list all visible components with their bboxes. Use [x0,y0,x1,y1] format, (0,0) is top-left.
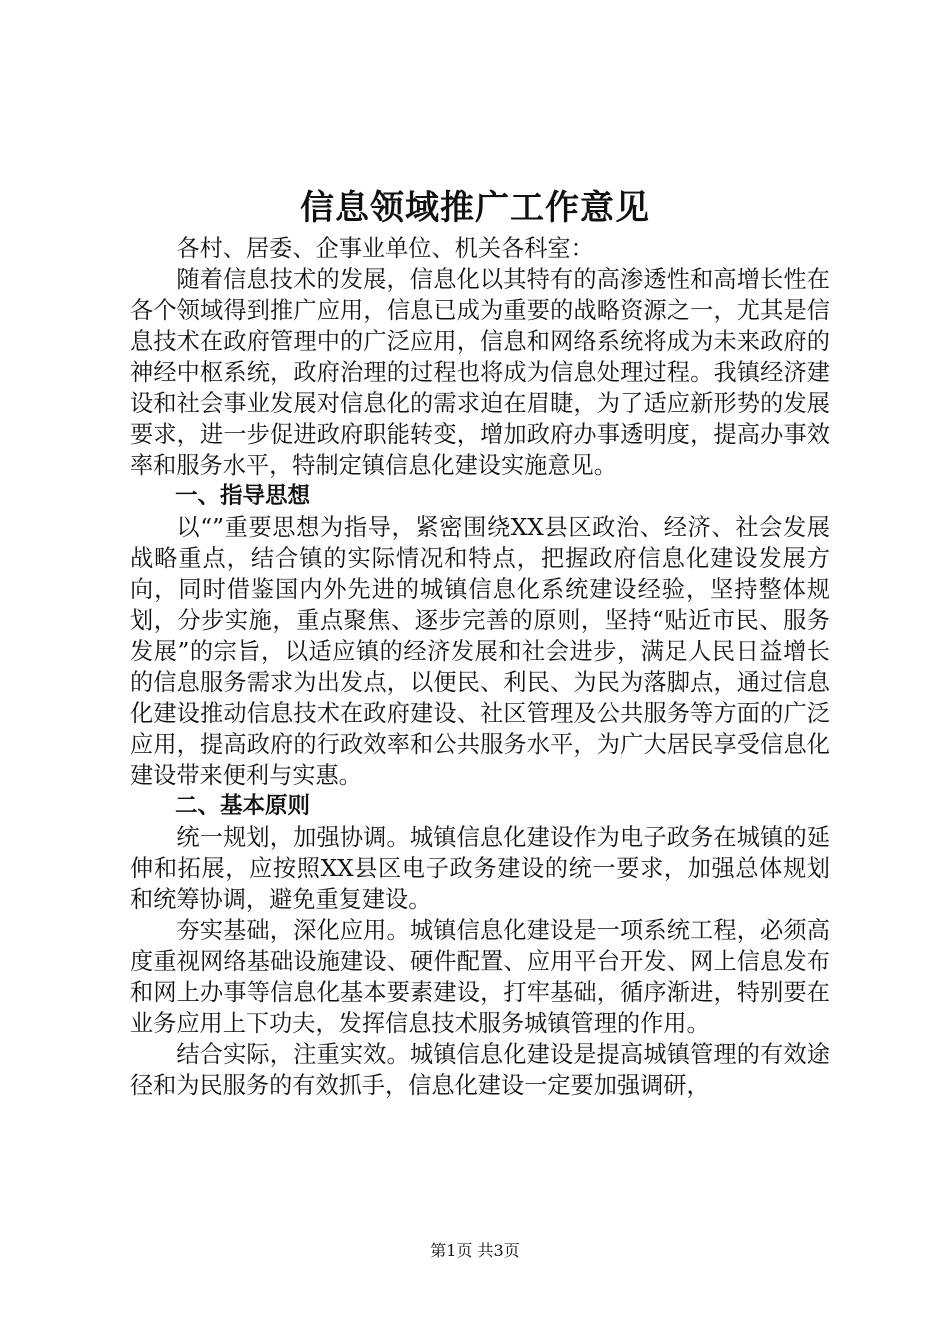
section-heading-guiding-thought: 一、指导思想 [175,483,311,509]
intro-paragraph: 随着信息技术的发展，信息化以其特有的高渗透性和高增长性在各个领域得到推广应用，信息已成为重要的战略资源之一，尤其是信息技术在政府管理中的广泛应用，信息和网络系统将成为未来政府的神经中枢系统，政府治理的过程也将成为信息处理过程。我镇经济建设和社会事业发展对信息化的需求迫在眉睫，为了适应新形势的发展要求，进一步促进政府职能转变，增加政府办事透明度，提高办事效率和服务水平，特制定镇信息化建设实施意见。 [130,266,830,479]
page-number: 第1页 共3页 [430,1241,520,1260]
salutation: 各村、居委、企事业单位、机关各科室： [176,235,594,262]
section-heading-basic-principles: 二、基本原则 [175,793,311,819]
principle-paragraph-solid-foundation: 夯实基础，深化应用。城镇信息化建设是一项系统工程，必须高度重视网络基础设施建设、硬件配置、应用平台开发、网上信息发布和网上办事等信息化基本要素建设，打牢基础，循序渐进，特别要在业务应用上下功夫，发挥信息技术服务城镇管理的作用。 [130,917,830,1037]
principle-paragraph-unified-planning: 统一规划，加强协调。城镇信息化建设作为电子政务在城镇的延伸和拓展，应按照XX县区电子政务建设的统一要求，加强总体规划和统筹协调，避免重复建设。 [130,824,830,913]
principle-paragraph-practical-results: 结合实际，注重实效。城镇信息化建设是提高城镇管理的有效途径和为民服务的有效抓手，信息化建设一定要加强调研， [130,1041,830,1099]
document-title: 信息领域推广工作意见 [300,188,650,228]
document-body [130,233,830,1101]
section-paragraph-guiding-thought: 以“”重要思想为指导，紧密围绕XX县区政治、经济、社会发展战略重点，结合镇的实际情况和特点，把握政府信息化建设发展方向，同时借鉴国内外先进的城镇信息化系统建设经验，坚持整体规划，分步实施，重点聚焦、逐步完善的原则，坚持“贴近市民、服务发展”的宗旨，以适应镇的经济发展和社会进步，满足人民日益增长的信息服务需求为出发点，以便民、利民、为民为落脚点，通过信息化建设推动信息技术在政府建设、社区管理及公共服务等方面的广泛应用，提高政府的行政效率和公共服务水平，为广大居民享受信息化建设带来便利与实惠。 [130,514,830,789]
